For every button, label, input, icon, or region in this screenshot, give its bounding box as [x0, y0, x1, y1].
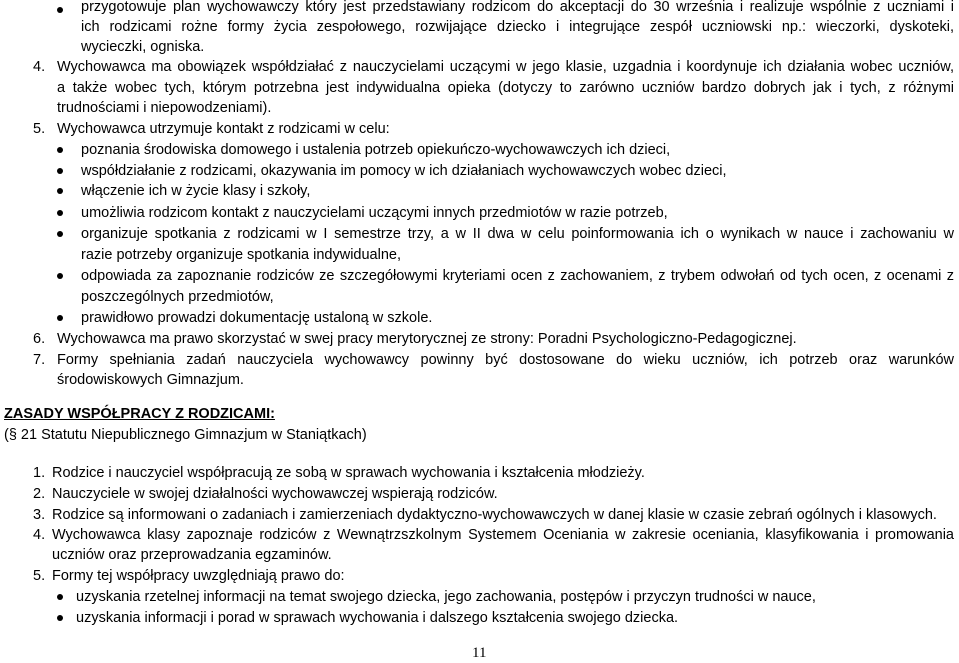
- list-bullet: [57, 210, 63, 216]
- list-item: uczniów oraz przeprowadzania egzaminów.: [52, 547, 332, 563]
- list-number: 4.: [33, 527, 46, 543]
- list-item: Wychowawca klasy zapoznaje rodziców z Wewnątrzszkolnym Systemem Oceniania w zakresie oceniania, klasyfikowania i promowania: [52, 527, 954, 543]
- list-item: Rodzice i nauczyciel współpracują ze sobą w sprawach wychowania i kształcenia młodzieży.: [52, 465, 645, 481]
- paragraph-line: Wychowawca ma prawo skorzystać w swej pracy merytorycznej ze strony: Poradni Psychologiczno-Pedagogicznej.: [57, 331, 797, 347]
- paragraph-line: Wychowawca utrzymuje kontakt z rodzicami w celu:: [57, 121, 390, 137]
- list-item: uzyskania rzetelnej informacji na temat swojego dziecka, jego zachowania, postępów i przyczyn trudności w nauce,: [76, 589, 816, 605]
- list-bullet: [57, 7, 63, 13]
- paragraph-line: środowiskowych Gimnazjum.: [57, 372, 244, 388]
- list-bullet: [57, 615, 63, 621]
- paragraph-line: Wychowawca ma obowiązek współdziałać z nauczycielami uczącymi w jego klasie, uzgadnia i koordynuje ich działania wobec uczniów,: [57, 59, 954, 75]
- list-number: 1.: [33, 465, 46, 481]
- list-bullet: [57, 315, 63, 321]
- list-item: poszczególnych przedmiotów,: [81, 289, 274, 305]
- list-number: 4.: [33, 59, 46, 75]
- list-item: razie potrzeby organizuje spotkania indywidualne,: [81, 247, 401, 263]
- list-item: umożliwia rodzicom kontakt z nauczycielami uczącymi innych przedmiotów w razie potrzeb,: [81, 205, 668, 221]
- list-item: poznania środowiska domowego i ustalenia potrzeb opiekuńczo-wychowawczych ich dzieci,: [81, 142, 671, 158]
- paragraph-line: wycieczki, ogniska.: [81, 39, 205, 55]
- paragraph-line: przygotowuje plan wychowawczy który jest przedstawiany rodzicom do akceptacji do 30 września i realizuje wspólnie z uczniami i: [81, 0, 954, 15]
- list-number: 2.: [33, 486, 46, 502]
- paragraph-line: Formy spełniania zadań nauczyciela wychowawcy powinny być dostosowane do wieku uczniów, ich potrzeb oraz warunków: [57, 352, 954, 368]
- page-number: 11: [472, 645, 487, 661]
- list-item: prawidłowo prowadzi dokumentację ustaloną w szkole.: [81, 310, 433, 326]
- list-number: 7.: [33, 352, 46, 368]
- list-bullet: [57, 273, 63, 279]
- paragraph-line: a także wobec tych, którym potrzebna jest indywidualna opieka (dotyczy to zarówno uczniów bardzo dobrych jak i tych, z różnymi: [57, 80, 954, 96]
- list-bullet: [57, 594, 63, 600]
- list-item: współdziałanie z rodzicami, okazywania im pomocy w ich działaniach wychowawczych wobec dzieci,: [81, 163, 727, 179]
- section-heading: ZASADY WSPÓŁPRACY Z RODZICAMI:: [4, 406, 275, 422]
- list-bullet: [57, 188, 63, 194]
- list-item: Formy tej współpracy uwzględniają prawo do:: [52, 568, 345, 584]
- list-number: 5.: [33, 121, 46, 137]
- paragraph-line: trudnościami i niepowodzeniami).: [57, 100, 272, 116]
- list-bullet: [57, 231, 63, 237]
- list-number: 3.: [33, 507, 46, 523]
- section-subheading: (§ 21 Statutu Niepublicznego Gimnazjum w Staniątkach): [4, 427, 367, 443]
- list-item: Rodzice są informowani o zadaniach i zamierzeniach dydaktyczno-wychowawczych w danej klasie w czasie zebrań ogólnych i klasowych.: [52, 507, 937, 523]
- list-bullet: [57, 168, 63, 174]
- list-item: odpowiada za zapoznanie rodziców ze szczegółowymi kryteriami ocen z zachowaniem, z trybem odwołań od tych ocen, z ocenami z: [81, 268, 954, 284]
- list-item: uzyskania informacji i porad w sprawach wychowania i dalszego kształcenia swojego dziecka.: [76, 610, 679, 626]
- list-number: 5.: [33, 568, 46, 584]
- list-bullet: [57, 147, 63, 153]
- list-number: 6.: [33, 331, 46, 347]
- paragraph-line: ich rodzicami rożne formy życia zespołowego, rozwijające dziecko i integrujące zespół uczniowski np.: wieczorki, dyskoteki,: [81, 19, 954, 35]
- list-item: Nauczyciele w swojej działalności wychowawczej wspierają rodziców.: [52, 486, 498, 502]
- list-item: organizuje spotkania z rodzicami w I semestrze trzy, a w II dwa w celu poinformowania ich o wynikach w nauce i zachowaniu w: [81, 226, 954, 242]
- list-item: włączenie ich w życie klasy i szkoły,: [81, 183, 311, 199]
